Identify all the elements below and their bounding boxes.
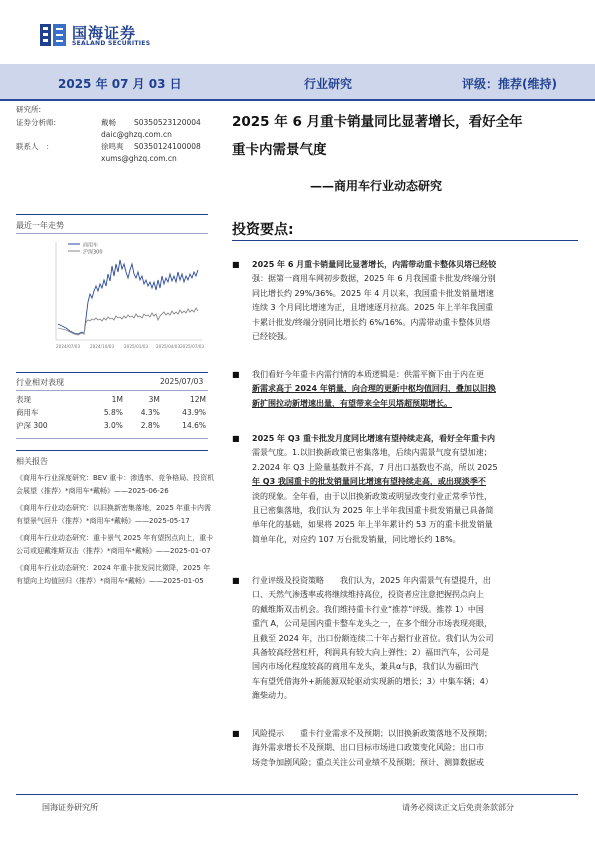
table-cell: 43.9%: [182, 408, 206, 417]
bullet-marker: ■: [232, 370, 240, 379]
related-title: 相关报告: [16, 457, 48, 466]
table-cell: 4.3%: [140, 408, 160, 417]
trend-divider-bottom: [16, 233, 208, 234]
point-4-line: 车有望凭借海外+新能源双轮驱动实现新的增长；3）中集车辆；4）: [252, 676, 493, 686]
table-cell: 3.0%: [103, 421, 123, 430]
point-4-line: 行业评级及投资策略 我们认为，2025 年内需景气有望提升，出: [252, 576, 491, 585]
series-a-line: [58, 260, 198, 334]
analyst-role: 证券分析师:: [16, 118, 57, 127]
related-divider-top: [16, 450, 208, 451]
point-1-line: 已经铰强。: [252, 332, 292, 342]
point-2-line: 我们看好今年重卡内需行情的本质逻辑是：供需平衡下由于内在更: [252, 370, 484, 379]
point-4: [252, 574, 582, 704]
investment-points-heading: 投资要点:: [232, 222, 294, 238]
related-report-item[interactable]: 《商用车行业深度研究：BEV 重卡：渗透率、竞争格局、投资机会展望（推荐）*商用车*戴畅》——2025-06-26: [16, 474, 215, 495]
x-tick-4: 2025/07/03: [180, 344, 205, 349]
point-4-line: 口、天然气渗透率或将继续维持高位，投资者应注意把握拐点向上: [252, 590, 484, 600]
point-1: [252, 258, 582, 344]
point-2-line: 新需求高于 2024 年销量，向合理的更新中枢均值回归，叠加以旧换: [252, 384, 496, 394]
bullet-marker: ■: [232, 260, 240, 269]
contact-email[interactable]: xums@ghzq.com.cn: [101, 154, 177, 163]
perf-table: [16, 393, 206, 432]
point-1-line: 连续 3 个月同比增速为正，且增速逐月拉高。2025 年上半年我国重: [252, 303, 494, 313]
x-tick-3: 2025/04/03: [156, 344, 181, 349]
footer-disclaimer-link[interactable]: 请务必阅读正文后免责条款部分: [402, 803, 514, 812]
perf-table-title: 行业相对表现: [16, 378, 64, 387]
contact-id: S0350124100008: [134, 142, 201, 151]
point-3-line: 单年化的基础，如果将 2025 年上半年累计约 53 万的重卡批发销量: [252, 520, 493, 530]
contact-role: 联系人 ：: [16, 142, 54, 151]
point-3-line: 2025 年 Q3 重卡批发月度同比增速有望持续走高，看好全年重卡内: [252, 434, 495, 443]
table-header-cell: 表现: [16, 395, 31, 404]
point-3-line: 需景气度。1.以旧换新政策已密集落地，后续内需景气度有望加速；: [252, 448, 492, 458]
related-report-item[interactable]: 《商用车行业动态研究：重卡景气 2025 年有望拐点向上，重卡公司或迎戴维斯双击（推荐）*商用车*戴畅》——2025-01-07: [16, 534, 214, 555]
point-5-line: 风险提示 重卡行业需求不及预期；以旧换新政策落地不及预期；: [252, 729, 492, 738]
report-title-line1: 2025 年 6 月重卡销量同比显著增长，看好全年: [232, 114, 523, 130]
point-5-line: 海外需求增长不及预期、出口目标市场进口政策变化风险；出口市: [252, 743, 484, 753]
point-1-line: 卡累计批发/终端分别同比增长约 6%/16%。内需带动重卡整体贝塔: [252, 317, 491, 327]
x-tick-2: 2025/01/03: [124, 344, 149, 349]
point-3: [252, 432, 582, 547]
perf-table-date: 2025/07/03: [160, 377, 204, 386]
table-header-cell: 3M: [148, 395, 160, 404]
analyst-id: S0350523120004: [134, 118, 201, 127]
header-banner: [0, 64, 595, 100]
table-cell: 2.8%: [140, 421, 160, 430]
point-3-line: 2.2024 年 Q3 上险量基数并不高，7 月出口基数也不高，所以 2025: [252, 462, 498, 472]
x-tick-0: 2024/07/03: [56, 344, 81, 349]
point-4-line: 具备较高经营杠杆，利润具有较大向上弹性；2）福田汽车，公司是: [252, 648, 490, 658]
analyst-name: 戴畅: [101, 118, 116, 127]
legend-label-a: 商用车: [83, 242, 99, 249]
point-5-line: 场竞争加剧风险；重点关注公司业绩不及预期；预计、测算数据或: [252, 757, 484, 767]
bullet-marker: ■: [232, 576, 240, 585]
point-4-line: 国内市场化程度较高的商用车龙头，兼具α与β，我们认为福田汽: [252, 662, 479, 672]
footer-divider: [16, 794, 578, 795]
point-3-line: 年 Q3 我国重卡的批发销量同比增速有望持续走高，或出现淡季不: [252, 477, 486, 487]
point-2-line: 新扩围拉动新增速出量，有望带来全年贝塔超预期增长。: [252, 398, 452, 408]
table-cell: 商用车: [16, 408, 39, 417]
point-3-line: 且已密集落地，我们认为 2025 年上半年我国重卡批发销量已具备简: [252, 506, 494, 516]
legend-label-b: 沪深300: [83, 249, 103, 256]
perf-divider-bottom: [16, 438, 208, 439]
banner-divider: [0, 99, 595, 101]
bullet-marker: ■: [232, 434, 240, 443]
table-row: [16, 419, 206, 432]
point-4-line: 重汽 A，公司是国内重卡整车龙头之一，在多个细分市场表现亮眼，: [252, 619, 493, 629]
related-report-item[interactable]: 《商用车行业动态研究：2024 年重卡批发同比微降，2025 年有望向上均值回归（推荐）*商用车*戴畅》——2025-01-05: [16, 564, 211, 585]
point-2: [252, 368, 582, 411]
point-1-line: 强：据第一商用车网初步数据，2025 年 6 月我国重卡批发/终端分别: [252, 274, 496, 284]
logo-text-cn: 国海证券: [72, 24, 137, 42]
table-cell: 5.8%: [103, 408, 123, 417]
research-institute-label: 研究所:: [16, 105, 42, 114]
table-cell: 14.6%: [182, 421, 206, 430]
point-5: [252, 727, 582, 770]
related-report-item[interactable]: 《商用车行业动态研究：以旧换新密集落地，2025 年重卡内需有望景气回升（推荐）*商用车*戴畅》——2025-05-17: [16, 504, 212, 525]
bullet-marker: ■: [232, 729, 240, 738]
series-b-line: [58, 308, 198, 335]
perf-divider-top: [16, 372, 208, 373]
table-cell: 沪深 300: [16, 421, 48, 430]
table-row: [16, 406, 206, 419]
table-row: [16, 393, 206, 406]
point-1-line: 同比增长约 29%/36%。2025 年 4 月以来，我国重卡批发销量增速: [252, 288, 494, 298]
x-tick-1: 2024/10/03: [90, 344, 115, 349]
analyst-email[interactable]: daic@ghzq.com.cn: [101, 130, 172, 139]
sealand-logo-icon: [40, 24, 66, 46]
points-divider: [232, 240, 578, 241]
report-title-line2: 重卡内需景气度: [232, 142, 327, 158]
rating-badge: 评级：推荐(维持): [462, 77, 557, 91]
report-title: [232, 108, 523, 164]
point-4-line: 且截至 2024 年，出口份额连续二十年占据行业首位。我们认为公司: [252, 633, 494, 643]
point-4-line: 潍柴动力。: [252, 691, 292, 701]
point-1-line: 2025 年 6 月重卡销量同比显著增长，内需带动重卡整体贝塔已经铰: [252, 260, 497, 269]
trend-label: 最近一年走势: [16, 221, 64, 230]
perf-divider-mid: [16, 390, 208, 391]
footer-left-text: 国海证券研究所: [42, 803, 98, 812]
point-3-line: 简单年化，对应约 107 万台批发销量，同比增长约 18%。: [252, 534, 461, 544]
report-category: 行业研究: [304, 77, 353, 91]
logo-text-en: SEALAND SECURITIES: [72, 40, 151, 47]
table-header-cell: 1M: [111, 395, 123, 404]
contact-name: 徐鸣爽: [101, 142, 124, 151]
trend-chart: [16, 236, 208, 354]
report-date: 2025 年 07 月 03 日: [58, 77, 182, 91]
related-report-list: [16, 472, 216, 588]
report-subtitle: ——商用车行业动态研究: [310, 179, 443, 193]
point-4-line: 的戴维斯双击机会。我们维持重卡行业“推荐”评级。推荐 1）中国: [252, 604, 484, 614]
table-header-cell: 12M: [189, 395, 206, 404]
trend-divider-top: [16, 214, 208, 215]
point-3-line: 淡的现象。全年看，由于以旧换新政策或明显改变行业正常季节性，: [252, 491, 492, 501]
